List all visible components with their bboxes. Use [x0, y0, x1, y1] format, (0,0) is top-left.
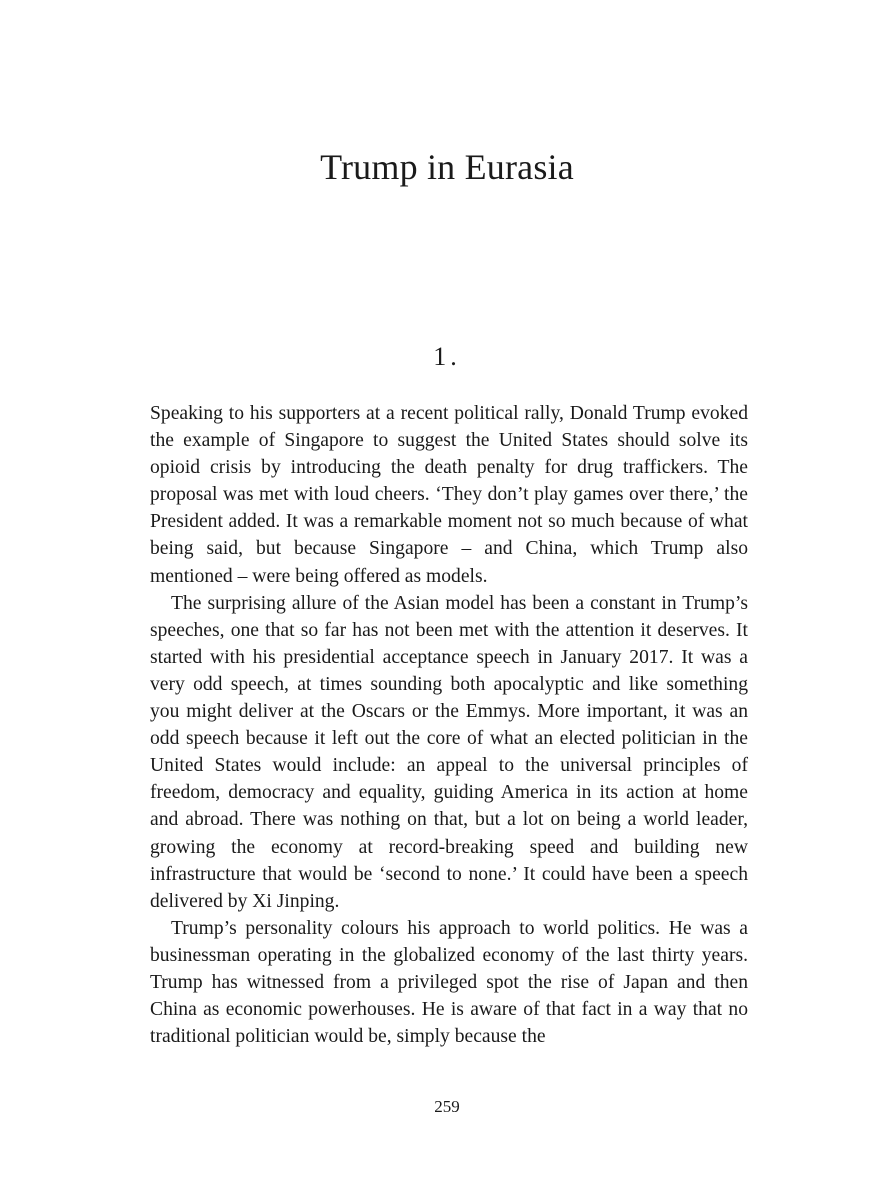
- paragraph-3: Trump’s personality colours his approach to world politics. He was a businessman operating in the globalized economy of the last thirty years. Trump has witnessed from a privileged spot the rise of Japan and then China as economic powerhouses. He is aware of that fact in a way that no traditional politician would be, simply because the: [150, 917, 748, 1048]
- paragraph-2: The surprising allure of the Asian model has been a constant in Trump’s speeches, one that so far has not been met with the attention it deserves. It started with his presidential acceptance speech in January 2017. It was a very odd speech, at times sounding both apocalyptic and like something you might deliver at the Oscars or the Emmys. More important, it was an odd speech because it left out the core of what an elected politician in the United States would include: an appeal to the universal principles of freedom, democracy and equality, guiding America in its action at home and abroad. There was nothing on that, but a lot on being a world leader, growing the economy at record-breaking speed and building new infrastructure that would be ‘second to none.’ It could have been a speech delivered by Xi Jinping.: [150, 592, 748, 912]
- paragraph-1: Speaking to his supporters at a recent political rally, Donald Trump evoked the example of Singapore to suggest the United States should solve its opioid crisis by introducing the death penalty for drug traffickers. The proposal was met with loud cheers. ‘They don’t play games over there,’ the President added. It was a remarkable moment not so much because of what being said, but because Singapore – and China, which Trump also mentioned – were being offered as models.: [150, 403, 748, 587]
- body-text: [150, 400, 748, 1050]
- chapter-title: Trump in Eurasia: [320, 147, 574, 187]
- page-number: 259: [434, 1097, 460, 1116]
- section-number: 1.: [433, 342, 461, 371]
